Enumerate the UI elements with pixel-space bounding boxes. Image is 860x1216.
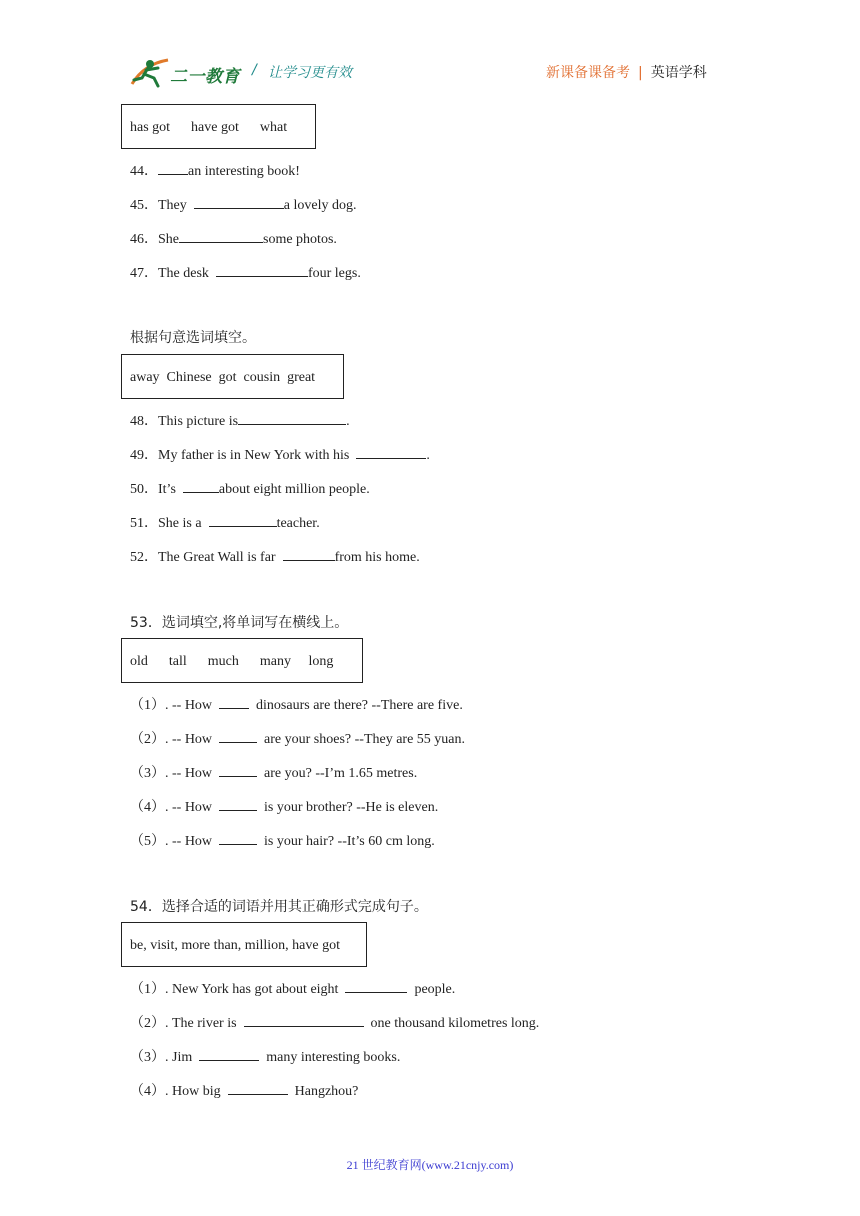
section-title: 54．选择合适的词语并用其正确形式完成句子。	[130, 899, 428, 915]
answer-blank[interactable]	[219, 764, 257, 777]
question-text: one thousand kilometres long.	[363, 1016, 540, 1031]
question-text: about eight million people.	[218, 482, 370, 497]
header-divider: |	[638, 65, 643, 81]
question-44	[130, 160, 300, 180]
question-50	[130, 478, 370, 498]
question-53-4	[130, 796, 438, 816]
question-text: This picture is	[158, 414, 239, 429]
question-text: are your shoes? --They are 55 yuan.	[257, 732, 466, 747]
question-text: teacher.	[276, 516, 320, 531]
question-46	[130, 228, 337, 248]
question-53-5	[130, 830, 435, 850]
question-text: from his home.	[334, 550, 420, 565]
question-text: .	[346, 414, 350, 429]
section-instruction: 根据句意选词填空。	[130, 330, 256, 346]
question-text: is your brother? --He is eleven.	[257, 800, 439, 815]
answer-blank[interactable]	[244, 1014, 364, 1027]
answer-blank[interactable]	[199, 1048, 259, 1061]
answer-blank[interactable]	[194, 196, 284, 209]
question-text: My father is in New York with his	[158, 448, 357, 463]
question-text: It’s	[158, 482, 183, 497]
question-number: （3）	[130, 766, 165, 781]
header-separator: /	[252, 62, 257, 78]
header-slogan: 让学习更有效	[268, 65, 352, 81]
question-52	[130, 546, 420, 566]
question-number: （3）	[130, 1050, 165, 1065]
question-number: 46．	[130, 232, 158, 247]
question-number: 50．	[130, 482, 158, 497]
question-45	[130, 194, 356, 214]
question-text: people.	[407, 982, 456, 997]
word-box-3: old tall much many long	[121, 638, 363, 683]
question-number: （4）	[130, 1084, 165, 1099]
answer-blank[interactable]	[219, 832, 257, 845]
page-header	[0, 0, 860, 100]
question-text: Hangzhou?	[287, 1084, 359, 1099]
answer-blank[interactable]	[345, 980, 407, 993]
logo-text: 二一教育	[170, 67, 240, 87]
question-number: （4）	[130, 800, 165, 815]
answer-blank[interactable]	[219, 730, 257, 743]
question-text: .	[426, 448, 430, 463]
question-number: （2）	[130, 1016, 165, 1031]
question-48	[130, 410, 350, 430]
question-number: 49．	[130, 448, 158, 463]
question-text: an interesting book!	[188, 164, 300, 179]
logo	[128, 56, 240, 92]
question-text: . Jim	[165, 1050, 200, 1065]
answer-blank[interactable]	[179, 230, 263, 243]
word-box-2: away Chinese got cousin great	[121, 354, 344, 399]
question-text: The desk	[158, 266, 216, 281]
answer-blank[interactable]	[228, 1082, 288, 1095]
question-text: They	[158, 198, 194, 213]
question-text: . How big	[165, 1084, 228, 1099]
question-text: The Great Wall is far	[158, 550, 283, 565]
answer-blank[interactable]	[356, 446, 426, 459]
question-text: some photos.	[263, 232, 337, 247]
word-box-4: be, visit, more than, million, have got	[121, 922, 367, 967]
question-text: . New York has got about eight	[165, 982, 346, 997]
question-text: She is a	[158, 516, 209, 531]
question-54-3	[130, 1046, 400, 1066]
question-text: are you? --I’m 1.65 metres.	[257, 766, 418, 781]
answer-blank[interactable]	[238, 412, 346, 425]
question-53-3	[130, 762, 417, 782]
question-number: 52．	[130, 550, 158, 565]
answer-blank[interactable]	[158, 162, 188, 175]
question-text: . -- How	[165, 800, 220, 815]
answer-blank[interactable]	[183, 480, 219, 493]
question-54-title	[130, 896, 428, 916]
question-number: 45．	[130, 198, 158, 213]
question-text: four legs.	[307, 266, 361, 281]
header-course: 新课备课备考	[546, 65, 630, 81]
header-subject	[546, 62, 707, 82]
question-54-1	[130, 978, 455, 998]
question-49	[130, 444, 430, 464]
question-number: 48．	[130, 414, 158, 429]
section-title: 53．选词填空,将单词写在横线上。	[130, 615, 349, 631]
question-54-4	[130, 1080, 358, 1100]
question-text: . -- How	[165, 698, 220, 713]
question-51	[130, 512, 320, 532]
question-number: （1）	[130, 698, 165, 713]
answer-blank[interactable]	[209, 514, 277, 527]
question-number: 47．	[130, 266, 158, 281]
question-text: . -- How	[165, 834, 220, 849]
question-53-title	[130, 612, 348, 632]
question-number: （2）	[130, 732, 165, 747]
question-text: dinosaurs are there? --There are five.	[249, 698, 463, 713]
question-number: 44．	[130, 164, 158, 179]
header-subject-name: 英语学科	[650, 65, 707, 81]
question-text: many interesting books.	[259, 1050, 401, 1065]
question-text: . -- How	[165, 766, 220, 781]
question-47	[130, 262, 361, 282]
question-number: 51．	[130, 516, 158, 531]
question-53-1	[130, 694, 463, 714]
question-number: （5）	[130, 834, 165, 849]
question-53-2	[130, 728, 465, 748]
question-text: . The river is	[165, 1016, 244, 1031]
question-number: （1）	[130, 982, 165, 997]
question-text: is your hair? --It’s 60 cm long.	[257, 834, 435, 849]
answer-blank[interactable]	[283, 548, 335, 561]
question-text: . -- How	[165, 732, 220, 747]
answer-blank[interactable]	[219, 696, 249, 709]
runner-logo-icon	[128, 56, 172, 90]
question-text: She	[158, 232, 179, 247]
answer-blank[interactable]	[216, 264, 308, 277]
question-text: a lovely dog.	[283, 198, 357, 213]
word-box-1: has got have got what	[121, 104, 316, 149]
question-54-2	[130, 1012, 539, 1032]
answer-blank[interactable]	[219, 798, 257, 811]
page-footer[interactable]: 21 世纪教育网(www.21cnjy.com)	[346, 1158, 514, 1172]
